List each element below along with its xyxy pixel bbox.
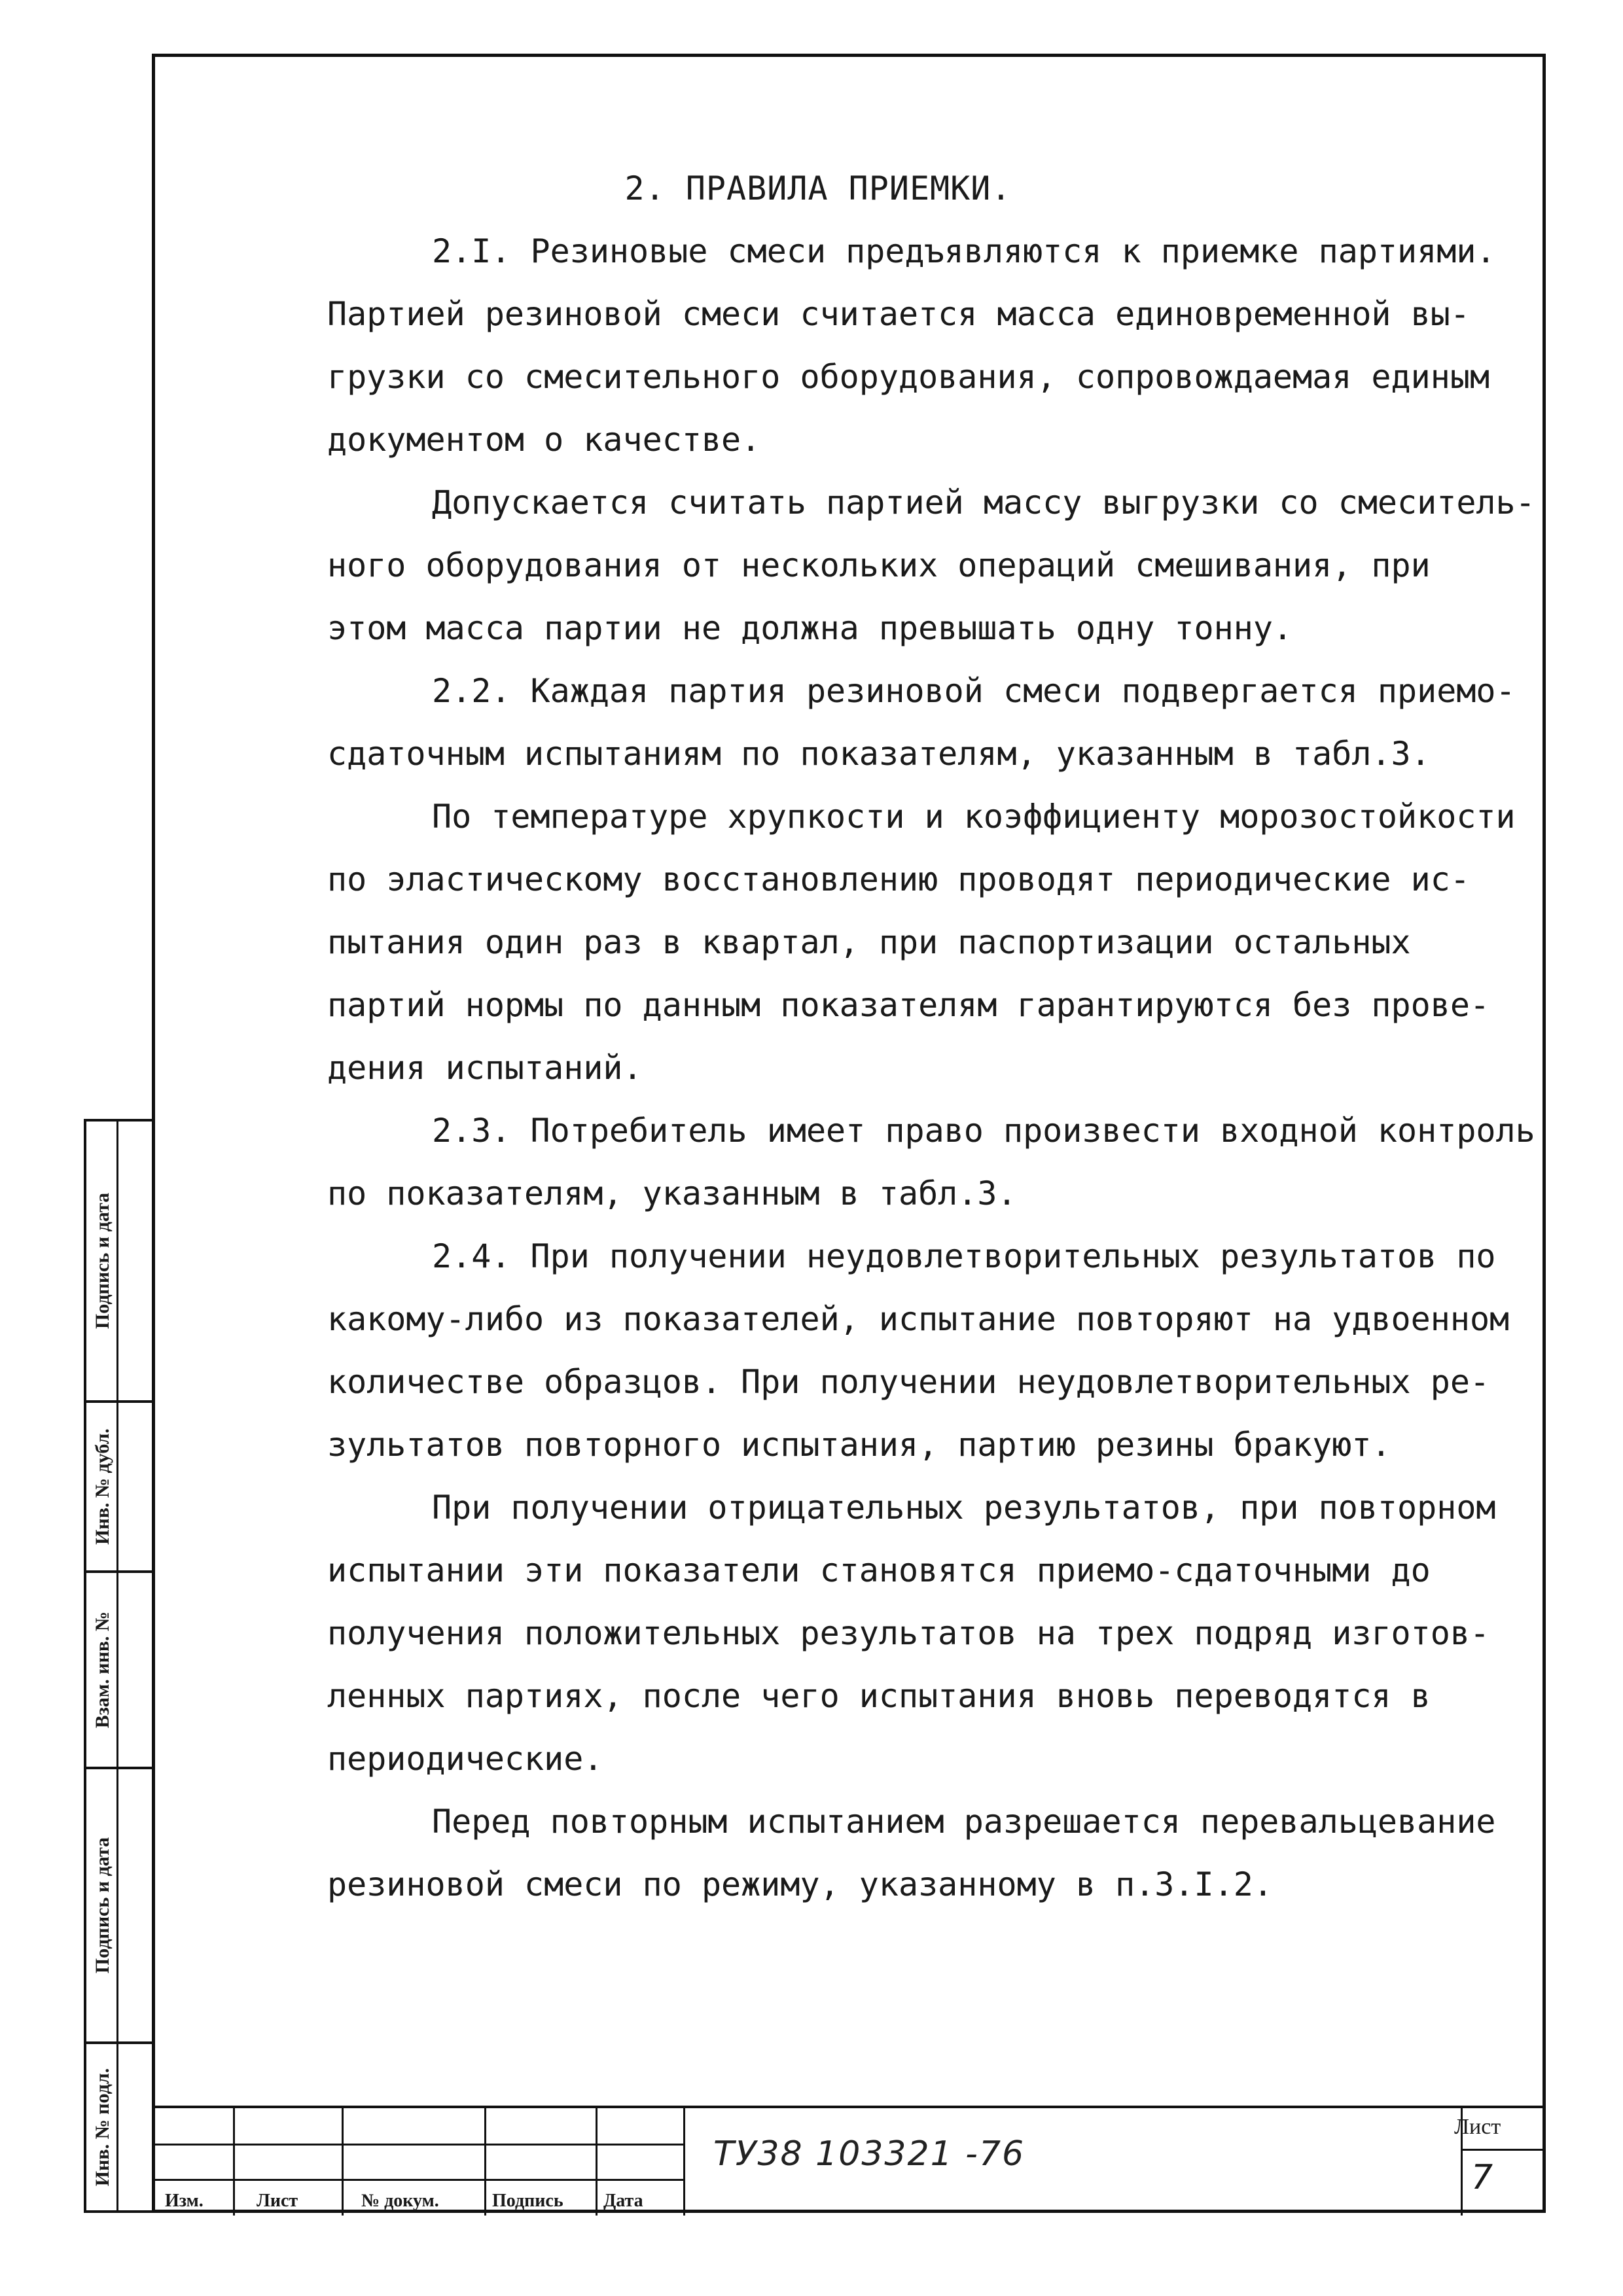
text-line: сдаточным испытаниям по показателям, указанным в табл.3. bbox=[327, 735, 1431, 773]
text-line: дения испытаний. bbox=[327, 1049, 643, 1087]
stamp-col-signature: Подпись bbox=[492, 2191, 563, 2211]
text-line: испытании эти показатели становятся приемо-сдаточными до bbox=[327, 1551, 1431, 1589]
side-signature-date-1 bbox=[84, 1119, 152, 1400]
text-line: ленных партиях, после чего испытания вновь переводятся в bbox=[327, 1677, 1431, 1715]
text-line: Партией резиновой смеси считается масса единовременной вы- bbox=[327, 295, 1470, 333]
text-line: ного оборудования от нескольких операций смешивания, при bbox=[327, 546, 1431, 584]
side-orig-inv bbox=[84, 2041, 152, 2213]
text-line: по показателям, указанным в табл.3. bbox=[327, 1174, 1017, 1212]
text-line: 2.I. Резиновые смеси предъявляются к приемке партиями. bbox=[432, 232, 1496, 270]
stamp-col-doc: № докум. bbox=[361, 2191, 439, 2211]
stamp-col-date: Дата bbox=[603, 2191, 643, 2211]
stamp-col-sheet: Лист bbox=[257, 2191, 298, 2211]
text-line: 2.4. При получении неудовлетворительных результатов по bbox=[432, 1237, 1496, 1275]
side-label-signature-date-1: Подпись и дата bbox=[92, 1192, 113, 1330]
text-line: этом масса партии не должна превышать одну тонну. bbox=[327, 609, 1293, 647]
text-line: резиновой смеси по режиму, указанному в п.3.I.2. bbox=[327, 1865, 1273, 1903]
side-label-orig-inv: Инв. № подл. bbox=[92, 2068, 113, 2187]
side-label-dup-inv: Инв. № дубл. bbox=[92, 1428, 113, 1545]
sheet-label: Лист bbox=[1454, 2115, 1501, 2139]
text-line: получения положительных результатов на трех подряд изготов- bbox=[327, 1614, 1490, 1652]
text-line: документом о качестве. bbox=[327, 421, 761, 459]
paragraph-lines bbox=[327, 220, 1544, 1916]
side-label-replace-inv: Взам. инв. № bbox=[92, 1611, 113, 1729]
side-label-signature-date-2: Подпись и дата bbox=[92, 1837, 113, 1974]
text-line: периодические. bbox=[327, 1740, 603, 1778]
document-body bbox=[327, 157, 1544, 1916]
stamp-col-change: Изм. bbox=[165, 2191, 204, 2211]
text-line: по эластическому восстановлению проводят периодические ис- bbox=[327, 860, 1470, 898]
side-signature-date-2 bbox=[84, 1767, 152, 2041]
sheet-number: 7 bbox=[1471, 2158, 1493, 2197]
section-title: 2. ПРАВИЛА ПРИЕМКИ. bbox=[624, 169, 1012, 207]
text-line: Допускается считать партией массу выгрузки со смеситель- bbox=[432, 484, 1535, 521]
side-dup-inv bbox=[84, 1400, 152, 1570]
text-line: 2.3. Потребитель имеет право произвести входной контроль bbox=[432, 1112, 1535, 1150]
side-replace-inv bbox=[84, 1570, 152, 1767]
text-line: По температуре хрупкости и коэффициенту морозостойкости bbox=[432, 798, 1516, 836]
text-line: какому-либо из показателей, испытание повторяют на удвоенном bbox=[327, 1300, 1510, 1338]
text-line: При получении отрицательных результатов, при повторном bbox=[432, 1489, 1496, 1527]
document-number: ТУ38 103321 -76 bbox=[713, 2134, 1026, 2174]
text-line: 2.2. Каждая партия резиновой смеси подвергается приемо- bbox=[432, 672, 1516, 710]
text-line: грузки со смесительного оборудования, сопровождаемая единым bbox=[327, 358, 1490, 396]
text-line: зультатов повторного испытания, партию резины бракуют. bbox=[327, 1426, 1391, 1464]
text-line: Перед повторным испытанием разрешается перевальцевание bbox=[432, 1803, 1496, 1841]
text-line: партий нормы по данным показателям гарантируются без прове- bbox=[327, 986, 1490, 1024]
text-line: количестве образцов. При получении неудовлетворительных ре- bbox=[327, 1363, 1490, 1401]
text-line: пытания один раз в квартал, при паспортизации остальных bbox=[327, 923, 1411, 961]
